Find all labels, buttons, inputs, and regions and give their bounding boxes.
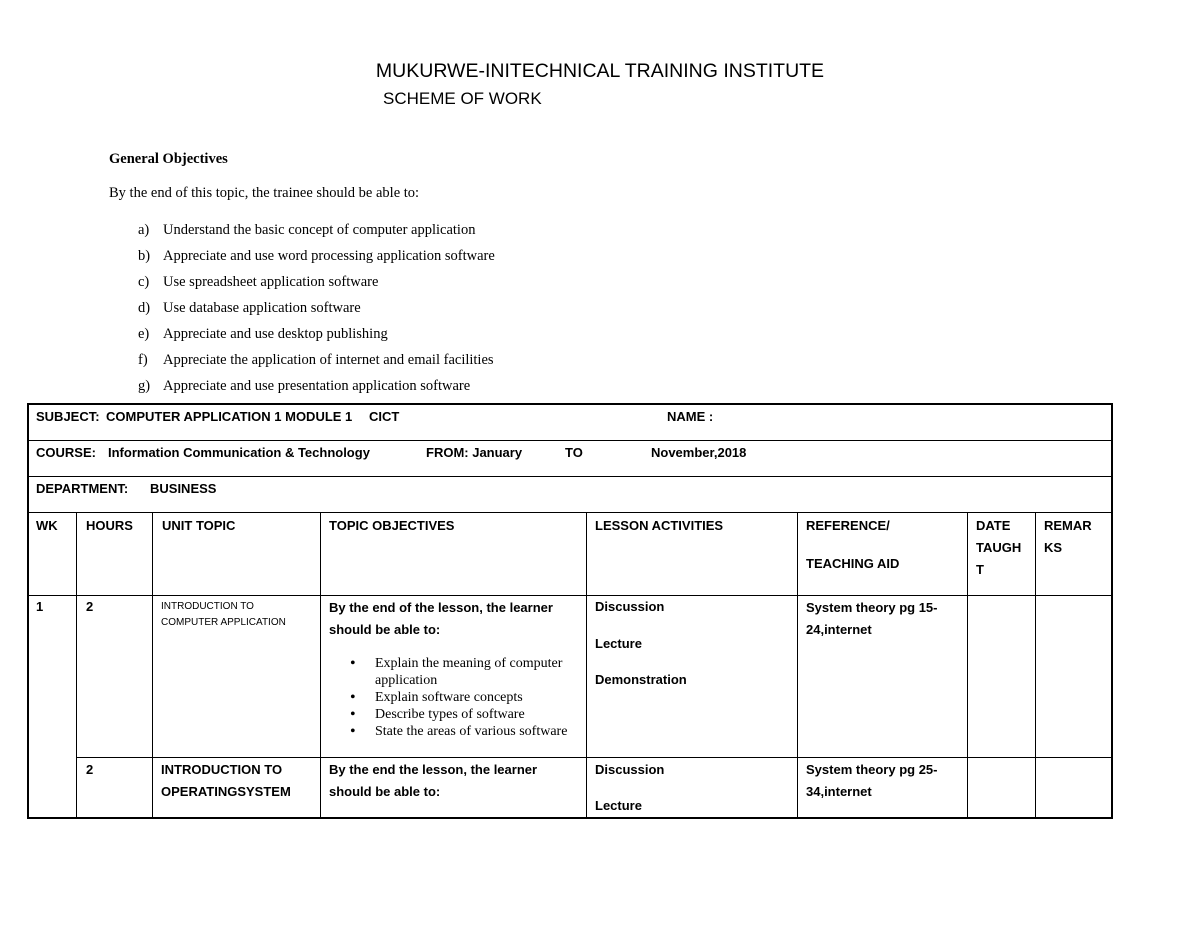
course-value: Information Communication & Technology xyxy=(108,445,370,460)
objective-point: • Explain the meaning of computer application xyxy=(347,655,577,689)
col-header-lesson-activities: LESSON ACTIVITIES xyxy=(595,518,724,533)
objectives-heading: General Objectives xyxy=(109,151,228,167)
column-divider xyxy=(586,512,587,819)
row1-wk: 1 xyxy=(36,599,44,614)
col-header-date-taught: DATE TAUGH T xyxy=(976,518,1022,577)
row2-hours: 2 xyxy=(86,762,94,777)
document-title: SCHEME OF WORK xyxy=(383,89,542,108)
objectives-intro: By the end of this topic, the trainee should be able to: xyxy=(109,185,420,201)
subject-label: SUBJECT: xyxy=(36,409,100,424)
name-label: NAME : xyxy=(667,409,714,424)
row1-activity: Demonstration xyxy=(595,672,687,687)
objective-item: b) Appreciate and use word processing application software xyxy=(138,248,495,264)
table-divider xyxy=(29,512,1111,513)
column-divider xyxy=(152,512,153,819)
row1-activity: Lecture xyxy=(595,636,642,651)
objectives-list xyxy=(138,221,495,403)
col-header-topic-objectives: TOPIC OBJECTIVES xyxy=(329,518,455,533)
column-divider xyxy=(76,512,77,819)
column-divider xyxy=(967,512,968,819)
row2-unit-topic: INTRODUCTION TO OPERATINGSYSTEM xyxy=(161,762,291,799)
table-divider xyxy=(77,757,1111,758)
column-divider xyxy=(1035,512,1036,819)
col-header-reference: REFERENCE/ xyxy=(806,518,890,533)
objective-point: • State the areas of various software xyxy=(347,723,577,740)
objective-item: c) Use spreadsheet application software xyxy=(138,274,379,290)
row2-activity: Discussion xyxy=(595,762,665,777)
table-divider xyxy=(29,440,1111,441)
subject-value: COMPUTER APPLICATION 1 MODULE 1 xyxy=(106,409,353,424)
scheme-table xyxy=(27,403,1113,819)
column-divider xyxy=(320,512,321,819)
col-header-teaching-aid: TEACHING AID xyxy=(806,556,900,571)
row2-reference: System theory pg 25- 34,internet xyxy=(806,762,938,799)
to-value: November,2018 xyxy=(651,445,747,460)
table-divider xyxy=(29,595,1111,596)
objective-point: • Explain software concepts xyxy=(347,689,577,706)
table-divider xyxy=(29,476,1111,477)
row1-objective-points xyxy=(347,655,577,740)
from-label: FROM: January xyxy=(426,445,523,460)
objective-item: g) Appreciate and use presentation application software xyxy=(138,378,471,394)
row2-objective-intro: By the end the lesson, the learner should be able to: xyxy=(329,762,538,799)
row1-activity: Discussion xyxy=(595,599,665,614)
to-label: TO xyxy=(565,445,583,460)
objective-item: a) Understand the basic concept of computer application xyxy=(138,222,476,238)
department-value: BUSINESS xyxy=(150,481,217,496)
col-header-remarks: REMAR KS xyxy=(1044,518,1092,555)
objective-item: d) Use database application software xyxy=(138,300,361,316)
objective-item: e) Appreciate and use desktop publishing xyxy=(138,326,388,342)
col-header-wk: WK xyxy=(36,518,58,533)
objective-point: • Describe types of software xyxy=(347,706,577,723)
row1-unit-topic: INTRODUCTION TO COMPUTER APPLICATION xyxy=(161,601,286,628)
row2-activity: Lecture xyxy=(595,798,642,813)
institute-title: MUKURWE-INITECHNICAL TRAINING INSTITUTE xyxy=(375,60,825,82)
column-divider xyxy=(797,512,798,819)
course-label: COURSE: xyxy=(36,445,96,460)
subject-code: CICT xyxy=(369,409,400,424)
objective-item: f) Appreciate the application of internet and email facilities xyxy=(138,352,494,368)
row1-reference: System theory pg 15- 24,internet xyxy=(806,600,938,637)
col-header-unit-topic: UNIT TOPIC xyxy=(162,518,236,533)
row1-hours: 2 xyxy=(86,599,94,614)
department-label: DEPARTMENT: xyxy=(36,481,129,496)
row1-objective-intro: By the end of the lesson, the learner should be able to: xyxy=(329,600,553,637)
col-header-hours: HOURS xyxy=(86,518,133,533)
